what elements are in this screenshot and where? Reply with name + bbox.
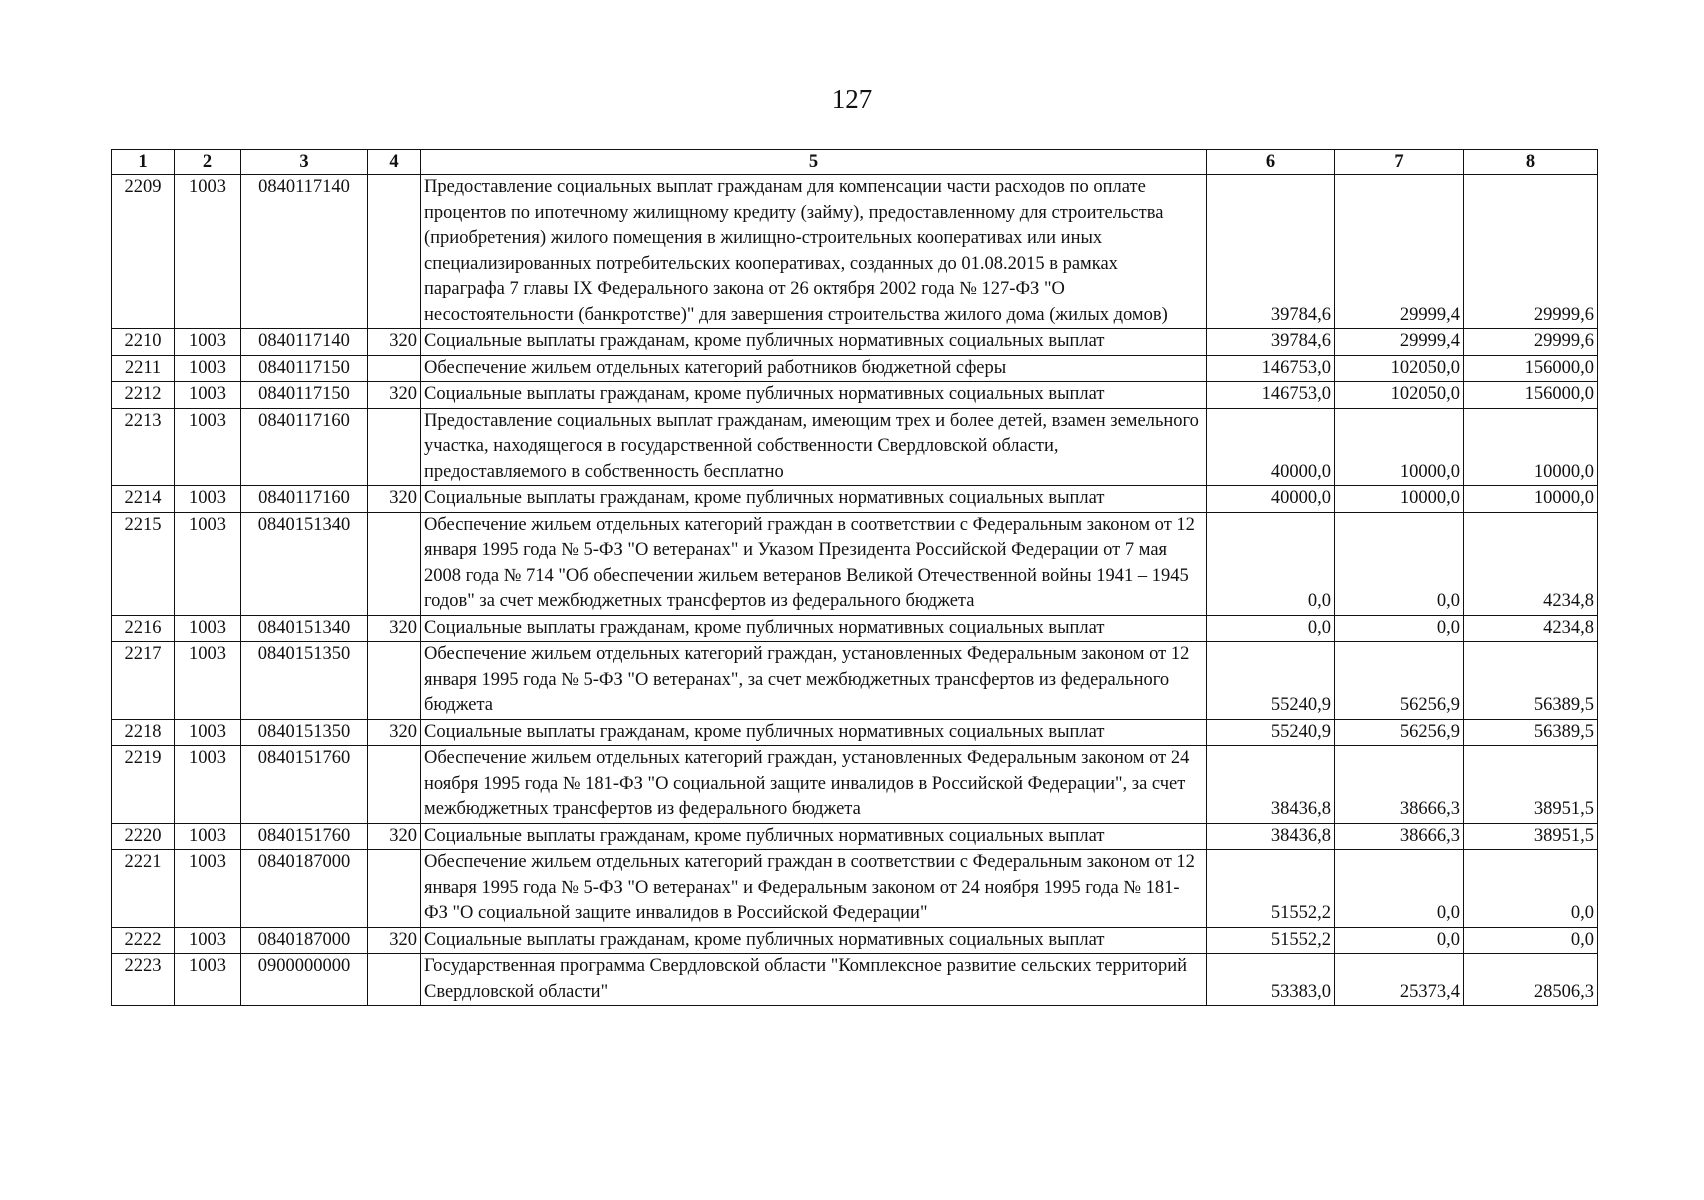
amount-cell-col8: 156000,0: [1464, 355, 1598, 382]
table-row: [112, 615, 1598, 642]
amount-cell-col6: 0,0: [1207, 615, 1335, 642]
amount-cell-col7: 38666,3: [1335, 823, 1464, 850]
column-header: 4: [368, 150, 421, 175]
amount-cell-col6: 146753,0: [1207, 355, 1335, 382]
amount-cell-col6: 0,0: [1207, 512, 1335, 615]
item-name-cell: Обеспечение жильем отдельных категорий граждан, установленных Федеральным законом от 12 января 1995 года № 5-ФЗ "О ветеранах", за счет межбюджетных трансфертов из федерального бюджета: [421, 642, 1207, 720]
line-number-cell: 2210: [112, 329, 175, 356]
table-row: [112, 329, 1598, 356]
item-name-cell: Предоставление социальных выплат гражданам для компенсации части расходов по оплате процентов по ипотечному жилищному кредиту (займу), предоставленному для строительства (приобретения) жилого помещения в жилищно-строительных кооперативах или иных специализированных потребительских кооперативах, созданных до 01.08.2015 в рамках параграфа 7 главы IX Федерального закона от 26 октября 2002 года № 127-ФЗ "О несостоятельности (банкротстве)" для завершения строительства жилого дома (жилых домов): [421, 175, 1207, 329]
item-name-cell: Социальные выплаты гражданам, кроме публичных нормативных социальных выплат: [421, 823, 1207, 850]
table-row: [112, 175, 1598, 329]
section-code-cell: 1003: [175, 719, 241, 746]
table-row: [112, 746, 1598, 824]
column-header: 3: [241, 150, 368, 175]
expense-type-cell: [368, 175, 421, 329]
item-name-cell: Социальные выплаты гражданам, кроме публичных нормативных социальных выплат: [421, 927, 1207, 954]
section-code-cell: 1003: [175, 927, 241, 954]
amount-cell-col8: 4234,8: [1464, 512, 1598, 615]
table-row: [112, 512, 1598, 615]
amount-cell-col6: 38436,8: [1207, 746, 1335, 824]
item-name-cell: Социальные выплаты гражданам, кроме публичных нормативных социальных выплат: [421, 615, 1207, 642]
section-code-cell: 1003: [175, 823, 241, 850]
table-header-row: [112, 150, 1598, 175]
amount-cell-col8: 0,0: [1464, 850, 1598, 928]
expense-type-cell: 320: [368, 823, 421, 850]
column-header: 2: [175, 150, 241, 175]
line-number-cell: 2216: [112, 615, 175, 642]
table-row: [112, 850, 1598, 928]
section-code-cell: 1003: [175, 382, 241, 409]
amount-cell-col6: 55240,9: [1207, 719, 1335, 746]
item-name-cell: Социальные выплаты гражданам, кроме публичных нормативных социальных выплат: [421, 382, 1207, 409]
item-name-cell: Обеспечение жильем отдельных категорий граждан в соответствии с Федеральным законом от 12 января 1995 года № 5-ФЗ "О ветеранах" и Федеральным законом от 24 ноября 1995 года № 181-ФЗ "О социальной защите инвалидов в Российской Федерации": [421, 850, 1207, 928]
expense-type-cell: 320: [368, 382, 421, 409]
amount-cell-col6: 146753,0: [1207, 382, 1335, 409]
target-article-cell: 0840151760: [241, 823, 368, 850]
amount-cell-col8: 10000,0: [1464, 408, 1598, 486]
amount-cell-col6: 38436,8: [1207, 823, 1335, 850]
line-number-cell: 2211: [112, 355, 175, 382]
line-number-cell: 2215: [112, 512, 175, 615]
table-row: [112, 486, 1598, 513]
amount-cell-col7: 0,0: [1335, 512, 1464, 615]
expense-type-cell: [368, 642, 421, 720]
amount-cell-col7: 0,0: [1335, 927, 1464, 954]
amount-cell-col8: 10000,0: [1464, 486, 1598, 513]
amount-cell-col7: 56256,9: [1335, 642, 1464, 720]
amount-cell-col7: 29999,4: [1335, 175, 1464, 329]
page-number: 127: [831, 84, 873, 114]
line-number-cell: 2221: [112, 850, 175, 928]
target-article-cell: 0840151340: [241, 615, 368, 642]
item-name-cell: Социальные выплаты гражданам, кроме публичных нормативных социальных выплат: [421, 719, 1207, 746]
target-article-cell: 0840117140: [241, 175, 368, 329]
line-number-cell: 2212: [112, 382, 175, 409]
amount-cell-col8: 38951,5: [1464, 746, 1598, 824]
line-number-cell: 2220: [112, 823, 175, 850]
target-article-cell: 0840117140: [241, 329, 368, 356]
amount-cell-col6: 53383,0: [1207, 954, 1335, 1006]
amount-cell-col7: 0,0: [1335, 615, 1464, 642]
amount-cell-col7: 0,0: [1335, 850, 1464, 928]
target-article-cell: 0840151760: [241, 746, 368, 824]
amount-cell-col7: 25373,4: [1335, 954, 1464, 1006]
expense-type-cell: [368, 355, 421, 382]
amount-cell-col8: 56389,5: [1464, 642, 1598, 720]
amount-cell-col6: 39784,6: [1207, 175, 1335, 329]
amount-cell-col7: 38666,3: [1335, 746, 1464, 824]
amount-cell-col7: 102050,0: [1335, 355, 1464, 382]
section-code-cell: 1003: [175, 355, 241, 382]
amount-cell-col6: 40000,0: [1207, 486, 1335, 513]
target-article-cell: 0840187000: [241, 850, 368, 928]
column-header: 1: [112, 150, 175, 175]
expense-type-cell: [368, 408, 421, 486]
table-row: [112, 408, 1598, 486]
amount-cell-col8: 29999,6: [1464, 175, 1598, 329]
item-name-cell: Обеспечение жильем отдельных категорий граждан, установленных Федеральным законом от 24 ноября 1995 года № 181-ФЗ "О социальной защите инвалидов в Российской Федерации", за счет межбюджетных трансфертов из федерального бюджета: [421, 746, 1207, 824]
expense-type-cell: 320: [368, 486, 421, 513]
target-article-cell: 0900000000: [241, 954, 368, 1006]
amount-cell-col7: 29999,4: [1335, 329, 1464, 356]
item-name-cell: Предоставление социальных выплат гражданам, имеющим трех и более детей, взамен земельного участка, находящегося в государственной собственности Свердловской области, предоставляемого в собственность бесплатно: [421, 408, 1207, 486]
column-header: 5: [421, 150, 1207, 175]
amount-cell-col8: 28506,3: [1464, 954, 1598, 1006]
section-code-cell: 1003: [175, 486, 241, 513]
line-number-cell: 2222: [112, 927, 175, 954]
item-name-cell: Государственная программа Свердловской области "Комплексное развитие сельских территорий Свердловской области": [421, 954, 1207, 1006]
amount-cell-col6: 51552,2: [1207, 927, 1335, 954]
line-number-cell: 2213: [112, 408, 175, 486]
expense-type-cell: 320: [368, 719, 421, 746]
section-code-cell: 1003: [175, 329, 241, 356]
expense-type-cell: 320: [368, 329, 421, 356]
line-number-cell: 2209: [112, 175, 175, 329]
expense-type-cell: 320: [368, 927, 421, 954]
section-code-cell: 1003: [175, 408, 241, 486]
table-row: [112, 719, 1598, 746]
target-article-cell: 0840151350: [241, 642, 368, 720]
column-header: 7: [1335, 150, 1464, 175]
item-name-cell: Обеспечение жильем отдельных категорий работников бюджетной сферы: [421, 355, 1207, 382]
line-number-cell: 2217: [112, 642, 175, 720]
table-row: [112, 954, 1598, 1006]
target-article-cell: 0840117160: [241, 486, 368, 513]
target-article-cell: 0840187000: [241, 927, 368, 954]
target-article-cell: 0840117150: [241, 355, 368, 382]
amount-cell-col8: 29999,6: [1464, 329, 1598, 356]
expense-type-cell: 320: [368, 615, 421, 642]
amount-cell-col7: 10000,0: [1335, 408, 1464, 486]
amount-cell-col8: 4234,8: [1464, 615, 1598, 642]
section-code-cell: 1003: [175, 642, 241, 720]
section-code-cell: 1003: [175, 512, 241, 615]
table-row: [112, 382, 1598, 409]
item-name-cell: Социальные выплаты гражданам, кроме публичных нормативных социальных выплат: [421, 329, 1207, 356]
amount-cell-col6: 39784,6: [1207, 329, 1335, 356]
table-row: [112, 355, 1598, 382]
amount-cell-col8: 0,0: [1464, 927, 1598, 954]
expense-type-cell: [368, 746, 421, 824]
amount-cell-col7: 56256,9: [1335, 719, 1464, 746]
line-number-cell: 2218: [112, 719, 175, 746]
expense-type-cell: [368, 954, 421, 1006]
target-article-cell: 0840117150: [241, 382, 368, 409]
target-article-cell: 0840151350: [241, 719, 368, 746]
amount-cell-col7: 102050,0: [1335, 382, 1464, 409]
item-name-cell: Обеспечение жильем отдельных категорий граждан в соответствии с Федеральным законом от 12 января 1995 года № 5-ФЗ "О ветеранах" и Указом Президента Российской Федерации от 7 мая 2008 года № 714 "Об обеспечении жильем ветеранов Великой Отечественной войны 1941 – 1945 годов" за счет межбюджетных трансфертов из федерального бюджета: [421, 512, 1207, 615]
column-header: 8: [1464, 150, 1598, 175]
section-code-cell: 1003: [175, 850, 241, 928]
line-number-cell: 2214: [112, 486, 175, 513]
expense-type-cell: [368, 512, 421, 615]
column-header: 6: [1207, 150, 1335, 175]
amount-cell-col8: 156000,0: [1464, 382, 1598, 409]
section-code-cell: 1003: [175, 954, 241, 1006]
target-article-cell: 0840151340: [241, 512, 368, 615]
amount-cell-col6: 40000,0: [1207, 408, 1335, 486]
table-row: [112, 642, 1598, 720]
amount-cell-col6: 51552,2: [1207, 850, 1335, 928]
target-article-cell: 0840117160: [241, 408, 368, 486]
table-body: [112, 175, 1598, 1006]
amount-cell-col8: 38951,5: [1464, 823, 1598, 850]
table-row: [112, 927, 1598, 954]
section-code-cell: 1003: [175, 175, 241, 329]
section-code-cell: 1003: [175, 615, 241, 642]
item-name-cell: Социальные выплаты гражданам, кроме публичных нормативных социальных выплат: [421, 486, 1207, 513]
amount-cell-col8: 56389,5: [1464, 719, 1598, 746]
budget-table: [111, 149, 1598, 1006]
line-number-cell: 2223: [112, 954, 175, 1006]
amount-cell-col7: 10000,0: [1335, 486, 1464, 513]
expense-type-cell: [368, 850, 421, 928]
table-row: [112, 823, 1598, 850]
line-number-cell: 2219: [112, 746, 175, 824]
section-code-cell: 1003: [175, 746, 241, 824]
amount-cell-col6: 55240,9: [1207, 642, 1335, 720]
